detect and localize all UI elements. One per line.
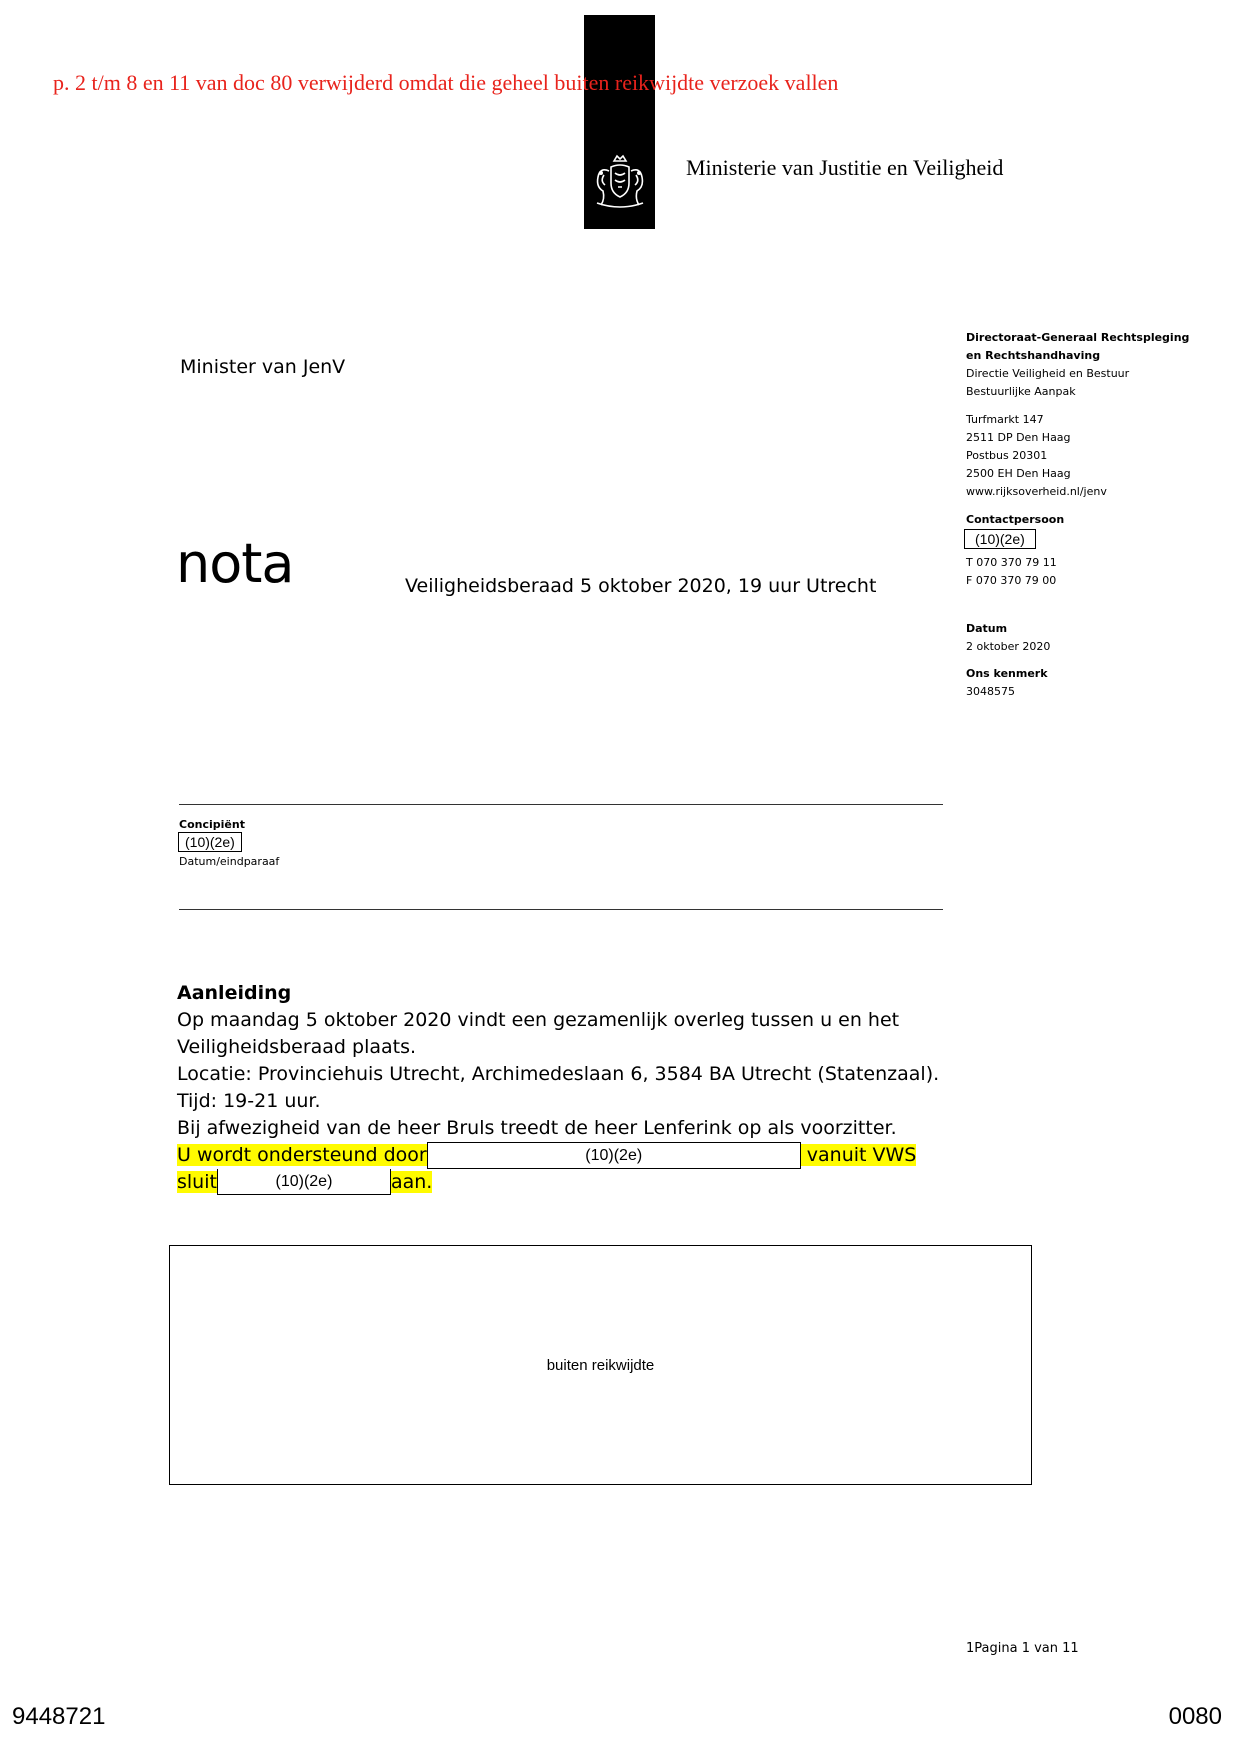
document-type: nota [176,532,294,595]
body-line-2: Veiligheidsberaad plaats. [177,1036,417,1058]
highlight-text: vanuit VWS [800,1144,917,1166]
kenmerk-value: 3048575 [966,685,1015,698]
body-line-1: Op maandag 5 oktober 2020 vindt een gezamenlijk overleg tussen u en het [177,1009,900,1031]
body-line-4: Tijd: 19-21 uur. [177,1090,321,1112]
highlight-text: U wordt ondersteund door [177,1144,427,1166]
document-subject: Veiligheidsberaad 5 oktober 2020, 19 uur Utrecht [405,575,877,597]
coat-of-arms-icon [591,153,649,213]
concipient-redaction: (10)(2e) [178,832,242,852]
phone: T 070 370 79 11 [966,556,1057,569]
datum-eindparaaf-label: Datum/eindparaaf [179,855,280,868]
postbus-postcode: 2500 EH Den Haag [966,467,1071,480]
out-of-scope-box [169,1245,1032,1485]
contact-block [966,511,1064,590]
section-heading: Aanleiding [177,982,292,1004]
body-line-6 [177,1142,939,1169]
concipient-label: Concipiënt [179,818,245,831]
highlight-text: sluit [177,1171,217,1193]
street: Turfmarkt 147 [966,413,1044,426]
address-block [966,411,1107,501]
page-number: 1Pagina 1 van 11 [966,1641,1079,1656]
afdeling: Bestuurlijke Aanpak [966,385,1076,398]
body-line-3: Locatie: Provinciehuis Utrecht, Archimedeslaan 6, 3584 BA Utrecht (Statenzaal). [177,1063,940,1085]
contact-label: Contactpersoon [966,513,1065,526]
directie: Directie Veiligheid en Bestuur [966,367,1130,380]
date-block [966,620,1050,701]
datum-label: Datum [966,622,1008,635]
document-id: 9448721 [12,1703,106,1730]
redaction-field: (10)(2e) [217,1169,391,1195]
datum-value: 2 oktober 2020 [966,640,1051,653]
org-line-1: Directoraat-Generaal Rechtspleging [966,331,1190,344]
postcode: 2511 DP Den Haag [966,431,1071,444]
out-of-scope-label: buiten reikwijdte [546,1356,655,1374]
fax: F 070 370 79 00 [966,574,1057,587]
ministry-name: Ministerie van Justitie en Veiligheid [686,155,1004,180]
document-number: 0080 [1168,1703,1222,1730]
body-line-7 [177,1169,939,1196]
body-section [177,980,939,1196]
kenmerk-label: Ons kenmerk [966,667,1048,680]
postbus: Postbus 20301 [966,449,1048,462]
divider-bottom [179,909,943,910]
divider-top [179,804,943,805]
org-line-2: en Rechtshandhaving [966,349,1101,362]
addressee: Minister van JenV [180,356,346,378]
sender-block [966,329,1189,401]
rijksoverheid-logo [584,15,655,229]
contact-redaction: (10)(2e) [964,529,1036,549]
highlight-text: aan. [390,1171,433,1193]
website: www.rijksoverheid.nl/jenv [966,485,1107,498]
redaction-notice: p. 2 t/m 8 en 11 van doc 80 verwijderd omdat die geheel buiten reikwijdte verzoek vallen [53,70,839,95]
redaction-field: (10)(2e) [427,1142,801,1169]
body-line-5: Bij afwezigheid van de heer Bruls treedt de heer Lenferink op als voorzitter. [177,1117,897,1139]
